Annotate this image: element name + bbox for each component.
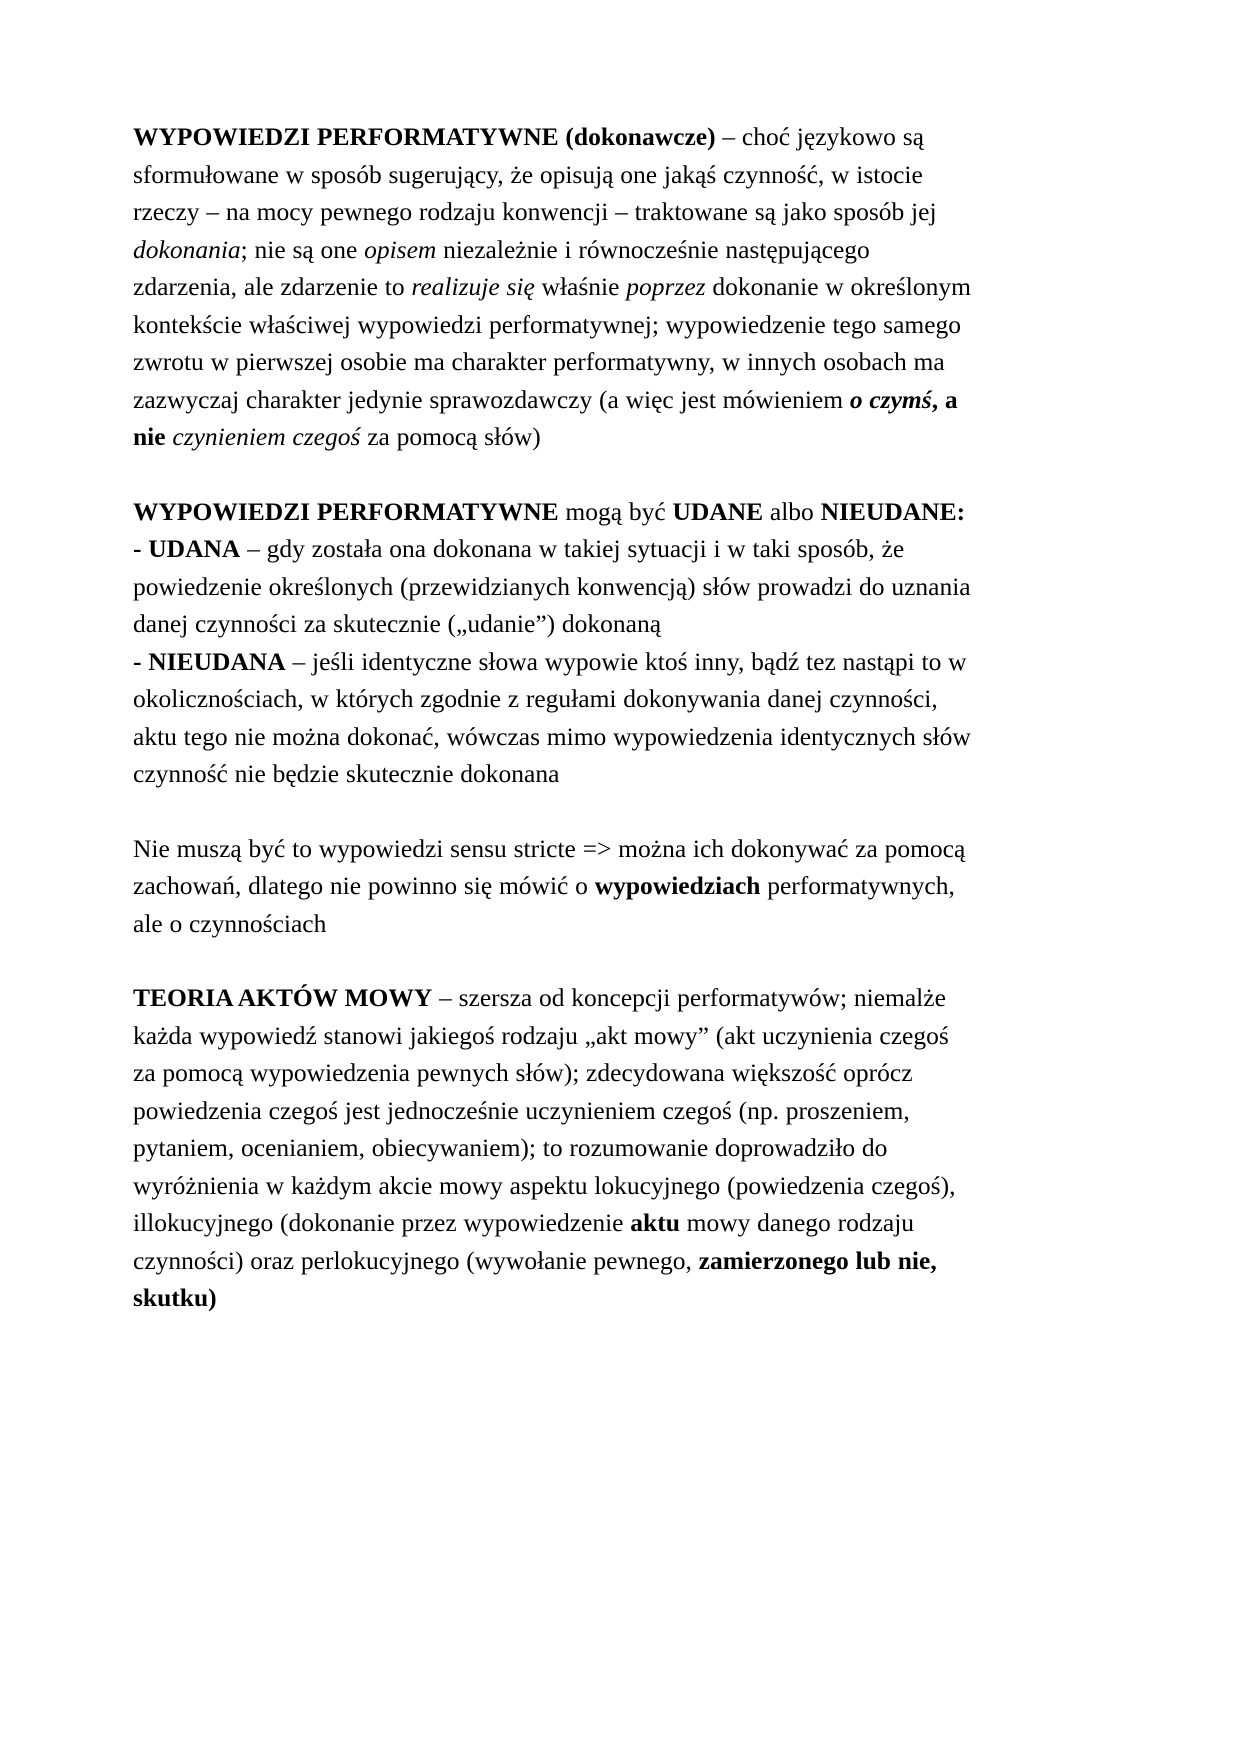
text-run: poprzez xyxy=(626,272,706,301)
paragraph-teoria-aktow-mowy xyxy=(133,979,973,1317)
text-run: mowy danego rodzaju czynności) oraz perlokucyjnego (wywołanie pewnego, xyxy=(133,1208,915,1275)
text-run: TEORIA AKTÓW MOWY xyxy=(133,983,433,1012)
text-run: dokonania xyxy=(133,234,241,264)
text-run: – jeśli identyczne słowa wypowie ktoś inny, bądź tez nastąpi to w okolicznościach, w których zgodnie z regułami dokonywania danej czynności, aktu tego nie można dokonać, wówczas mimo wypowiedzenia identycznych słów czynność nie będzie skutecznie dokonana xyxy=(133,646,971,788)
text-run: , a nie xyxy=(133,384,958,451)
text-run: czynieniem czegoś xyxy=(172,422,361,451)
text-run: mogą być xyxy=(558,496,673,526)
text-run: - NIEUDANA xyxy=(133,646,286,676)
text-run: opisem xyxy=(364,234,437,264)
paragraph-spacer xyxy=(133,942,973,979)
paragraph-nie-musza xyxy=(133,830,973,943)
text-run: właśnie xyxy=(534,272,627,301)
document-body xyxy=(133,118,973,1317)
text-run: realizuje się xyxy=(411,272,535,301)
text-run: dokonanie w określonym kontekście właściwej wypowiedzi performatywnej; wypowiedzenie tego samego zwrotu w pierwszej osobie ma charakter performatywny, w innych osobach ma zazwyczaj charakter jedynie sprawozdawczy (a więc jest mówieniem xyxy=(133,272,971,414)
paragraph-udane-nieudane xyxy=(133,493,973,793)
text-run: – gdy została ona dokonana w takiej sytuacji i w taki sposób, że powiedzenie określonych (przewidzianych konwencją) słów prowadzi do uznania danej czynności za skutecznie („udanie”) dokonaną xyxy=(133,534,971,638)
text-run: niezależnie i równocześnie następującego zdarzenia, ale zdarzenie to xyxy=(133,234,870,301)
text-run: zamierzonego lub nie, skutku) xyxy=(133,1245,937,1312)
paragraph-spacer xyxy=(133,456,973,493)
text-run: albo xyxy=(763,496,821,526)
text-run: – choć językowo są sformułowane w sposób sugerujący, że opisują one jakąś czynność, w istocie rzeczy – na mocy pewnego rodzaju konwencji – traktowane są jako sposób jej xyxy=(133,122,937,226)
text-run: aktu xyxy=(630,1208,680,1237)
text-run: - UDANA xyxy=(133,534,241,563)
text-run: – szersza od koncepcji performatywów; niemalże każda wypowiedź stanowi jakiegoś rodzaju „akt mowy” (akt uczynienia czegoś za pomocą wypowiedzenia pewnych słów); zdecydowana większość oprócz powiedzenia czegoś jest jednocześnie uczynieniem czegoś (np. proszeniem, pytaniem, ocenianiem, obiecywaniem); to rozumowanie doprowadziło do wyróżnienia w każdym akcie mowy aspektu lokucyjnego (powiedzenia czegoś), illokucyjnego (dokonanie przez wypowiedzenie xyxy=(133,983,956,1237)
text-run: performatywnych, ale o czynnościach xyxy=(133,871,955,938)
text-run: UDANE xyxy=(672,496,764,526)
paragraph-spacer xyxy=(133,793,973,830)
text-run: ; nie są one xyxy=(240,234,365,264)
text-run: wypowiedziach xyxy=(594,871,761,900)
paragraph-performatywne-definicja xyxy=(133,118,973,456)
text-run: Nie muszą być to wypowiedzi sensu stricte => można ich dokonywać za pomocą zachowań, dlatego nie powinno się mówić o xyxy=(133,833,966,900)
text-run: WYPOWIEDZI PERFORMATYWNE (dokonawcze) xyxy=(133,122,716,151)
text-run: o czymś xyxy=(849,384,932,414)
text-run: za pomocą słów) xyxy=(360,422,541,451)
text-run: WYPOWIEDZI PERFORMATYWNE xyxy=(133,496,559,526)
text-run: NIEUDANE: xyxy=(820,496,966,526)
